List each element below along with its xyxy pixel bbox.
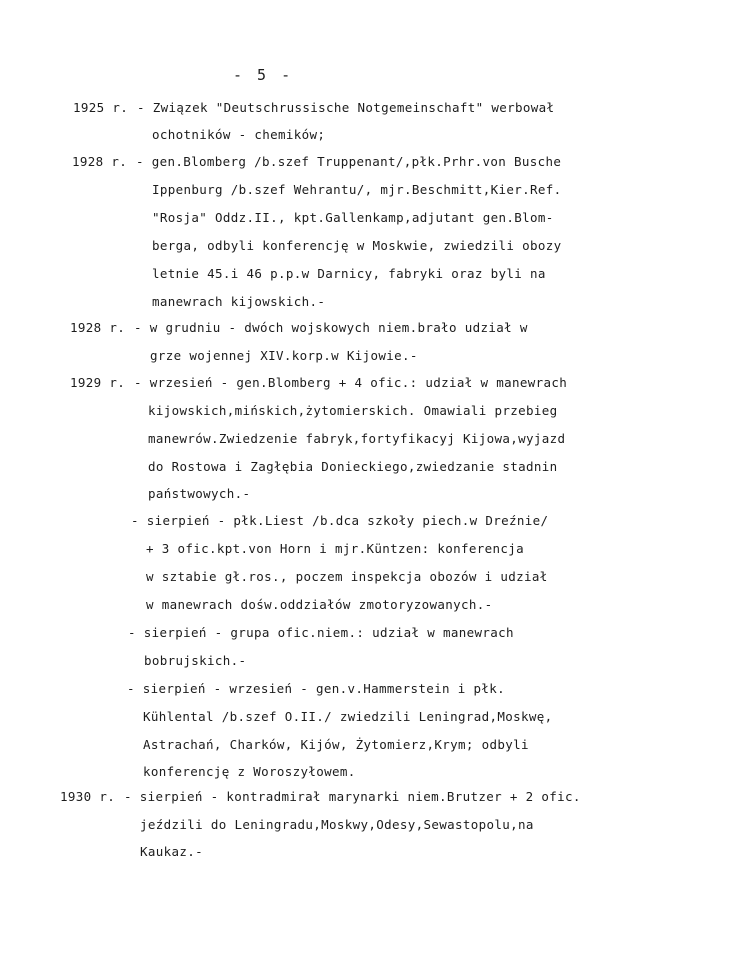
entry-1929-line-1 [70, 375, 567, 390]
entry-text: berga, odbyli konferencję w Moskwie, zwiedzili obozy [152, 238, 562, 253]
entry-text: ochotników - chemików; [152, 127, 326, 142]
entry-text: - sierpień - wrzesień - gen.v.Hammerstein i płk. [127, 681, 506, 696]
entry-text: - sierpień - płk.Liest /b.dca szkoły piech.w Dreźnie/ [131, 513, 549, 528]
entry-text: bobrujskich.- [144, 653, 247, 668]
entry-year: 1930 r. [60, 789, 116, 804]
entry-text: - Związek "Deutschrussische Notgemeinschaft" werbował [137, 100, 555, 115]
entry-text: - sierpień - grupa ofic.niem.: udział w manewrach [128, 625, 514, 640]
entry-text: Kühlental /b.szef O.II./ zwiedzili Leningrad,Moskwę, [143, 709, 553, 724]
entry-text: - wrzesień - gen.Blomberg + 4 ofic.: udział w manewrach [134, 375, 568, 390]
entry-text: jeździli do Leningradu,Moskwy,Odesy,Sewastopolu,na [140, 817, 534, 832]
entry-text: Ippenburg /b.szef Wehrantu/, mjr.Beschmitt,Kier.Ref. [152, 182, 562, 197]
entry-year: 1928 r. [72, 154, 128, 169]
entry-text: kijowskich,mińskich,żytomierskich. Omawiali przebieg [148, 403, 558, 418]
entry-1928-line-1 [72, 154, 561, 169]
entry-1925-line-1 [73, 100, 554, 115]
entry-text: - sierpień - kontradmirał marynarki niem.Brutzer + 2 ofic. [124, 789, 581, 804]
entry-year: 1925 r. [73, 100, 129, 115]
entry-text: "Rosja" Oddz.II., kpt.Gallenkamp,adjutant gen.Blom- [152, 210, 554, 225]
entry-text: - gen.Blomberg /b.szef Truppenant/,płk.Prhr.von Busche [136, 154, 562, 169]
entry-text: konferencję z Woroszyłowem. [143, 764, 356, 779]
entry-text: w manewrach dośw.oddziałów zmotoryzowanych.- [146, 597, 493, 612]
entry-text: - w grudniu - dwóch wojskowych niem.brało udział w [134, 320, 528, 335]
entry-1928b-line-1 [70, 320, 528, 335]
entry-year: 1928 r. [70, 320, 126, 335]
entry-text: grze wojennej XIV.korp.w Kijowie.- [150, 348, 418, 363]
entry-text: manewrach kijowskich.- [152, 294, 326, 309]
entry-1930-line-1 [60, 789, 581, 804]
entry-text: Kaukaz.- [140, 844, 204, 859]
entry-year: 1929 r. [70, 375, 126, 390]
entry-text: w sztabie gł.ros., poczem inspekcja obozów i udział [146, 569, 548, 584]
entry-text: + 3 ofic.kpt.von Horn i mjr.Küntzen: konferencja [146, 541, 525, 556]
entry-text: państwowych.- [148, 486, 251, 501]
entry-text: manewrów.Zwiedzenie fabryk,fortyfikacyj Kijowa,wyjazd [148, 431, 566, 446]
entry-text: Astrachań, Charków, Kijów, Żytomierz,Krym; odbyli [143, 737, 529, 752]
entry-text: do Rostowa i Zagłębia Donieckiego,zwiedzanie stadnin [148, 459, 558, 474]
page-number: - 5 - [233, 66, 294, 84]
entry-text: letnie 45.i 46 p.p.w Darnicy, fabryki oraz byli na [152, 266, 546, 281]
